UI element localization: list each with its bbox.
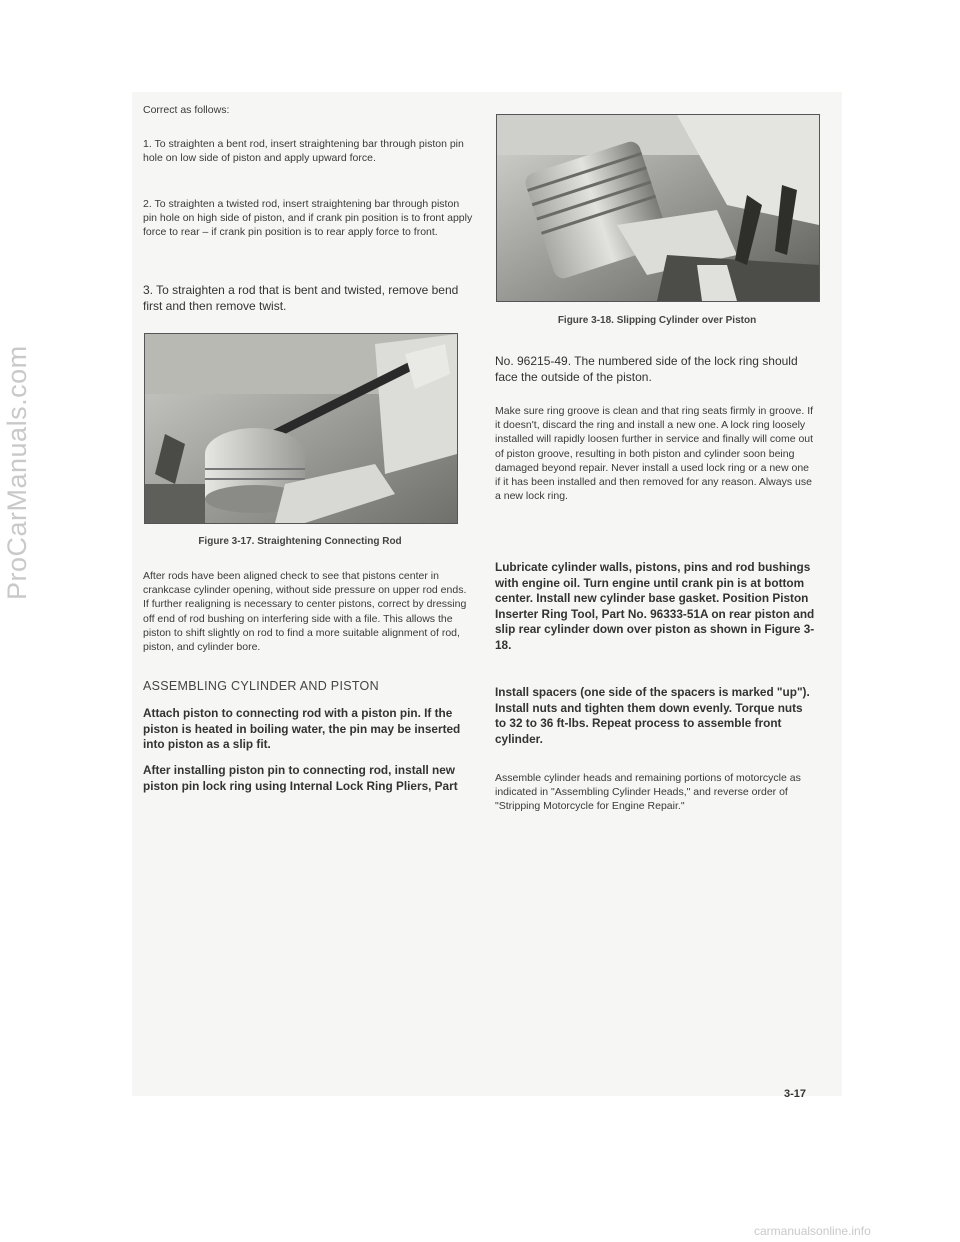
attach-piston-text: Attach piston to connecting rod with a piston pin. If the piston is heated in boiling water, the pin may be inserted into piston as a slip fit. bbox=[143, 706, 461, 752]
step-3-text: 3. To straighten a rod that is bent and twisted, remove bend first and then remove twist. bbox=[143, 283, 459, 313]
spacers-text: Install spacers (one side of the spacers is marked "up"). Install nuts and tighten them down evenly. Torque nuts to 32 to 36 ft-lbs. Repeat process to assemble front cylinder. bbox=[495, 685, 810, 746]
section-heading: ASSEMBLING CYLINDER AND PISTON bbox=[143, 679, 379, 693]
assemble-text: Assemble cylinder heads and remaining portions of motorcycle as indicated in "Assembling Cylinder Heads," and reverse order of "Stripping Motorcycle for Engine Repair." bbox=[495, 772, 801, 813]
figure-3-17-photo bbox=[144, 333, 458, 524]
bottom-watermark: carmanualsonline.info bbox=[754, 1224, 871, 1238]
step-1-text: 1. To straighten a bent rod, insert straightening bar through piston pin hole on low side of piston and apply upward force. bbox=[143, 138, 464, 165]
after-install-text: After installing piston pin to connecting rod, install new piston pin lock ring using Internal Lock Ring Pliers, Part bbox=[143, 763, 458, 793]
intro-text: Correct as follows: bbox=[143, 104, 230, 116]
step-2-text: 2. To straighten a twisted rod, insert straightening bar through piston pin hole on high side of piston, and if crank pin position is to front apply force to rear – if crank pin position is to rear apply force to front. bbox=[143, 198, 473, 239]
lock-ring-text: No. 96215-49. The numbered side of the lock ring should face the outside of the piston. bbox=[495, 354, 798, 384]
figure-3-18-caption: Figure 3-18. Slipping Cylinder over Piston bbox=[557, 315, 757, 326]
figure-3-18-photo bbox=[496, 114, 820, 302]
figure-3-17-caption: Figure 3-17. Straightening Connecting Rod bbox=[198, 536, 402, 547]
lubricate-text: Lubricate cylinder walls, pistons, pins and rod bushings with engine oil. Turn engine until crank pin is at bottom center. Install new cylinder base gasket. Position Piston Inserter Ring Tool, Part No. 96333-51A on rear piston and slip rear cylinder down over piston as shown in Figure 3-18. bbox=[495, 560, 815, 652]
after-align-text: After rods have been aligned check to see that pistons center in crankcase cylinder opening, without side pressure on upper rod ends. If further realigning is necessary to center pistons, correct by dressing off end of rod bushing on interfering side with a file. This allows the piston to shift slightly on rod to find a more suitable alignment of rod, piston, and cylinder bore. bbox=[143, 570, 467, 653]
side-watermark: ProCarManuals.com bbox=[2, 345, 32, 600]
page-number: 3-17 bbox=[784, 1088, 807, 1100]
make-sure-text: Make sure ring groove is clean and that ring seats firmly in groove. If it doesn't, discard the ring and install a new one. A lock ring loosely installed will rapidly loosen further in service and finally will come out of piston groove, resulting in both piston and cylinder soon being damaged beyond repair. Never install a used lock ring or a new one if it has been installed and then removed for any reason. Always use a new lock ring. bbox=[495, 405, 814, 503]
